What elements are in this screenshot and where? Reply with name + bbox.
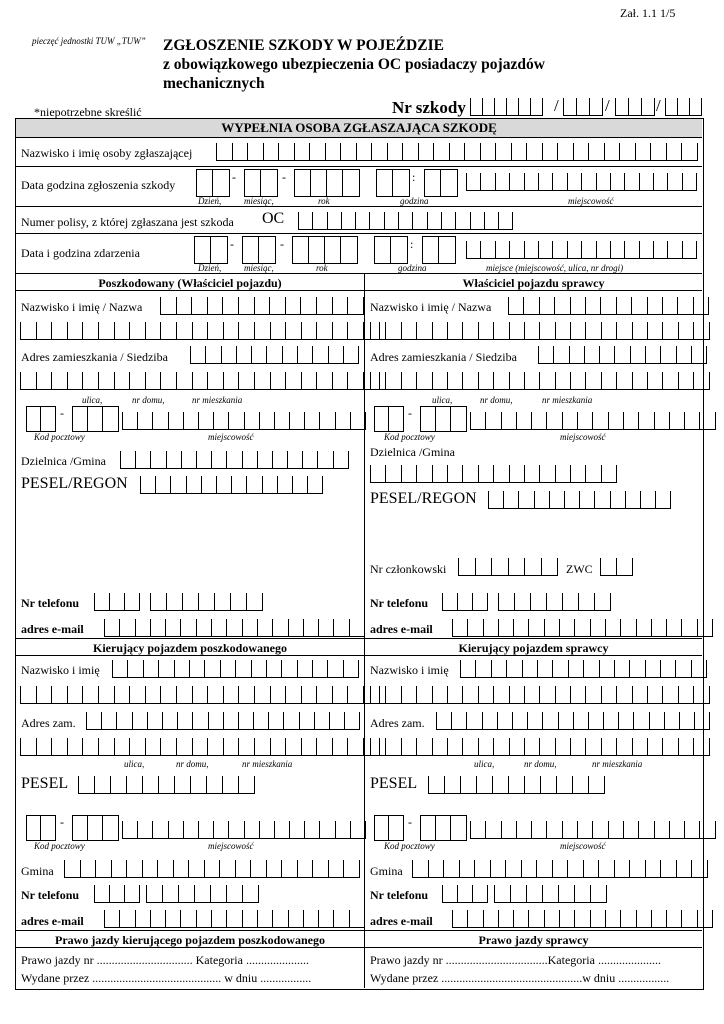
dash: - bbox=[60, 815, 64, 829]
injured-phone-prefix[interactable] bbox=[94, 593, 140, 611]
dash: - bbox=[408, 815, 412, 829]
caption-hour: godzina bbox=[400, 196, 429, 206]
claim-number-part-1[interactable] bbox=[470, 98, 543, 116]
perp-driver-postcode-1[interactable] bbox=[374, 815, 404, 841]
injured-district-label: Dzielnica /Gmina bbox=[21, 454, 106, 468]
event-year-input[interactable] bbox=[292, 236, 358, 264]
injured-driver-email-label: adres e-mail bbox=[21, 914, 84, 928]
perp-driver-pesel-label: PESEL bbox=[370, 775, 418, 792]
perp-name-label: Nazwisko i imię / Nazwa bbox=[370, 300, 492, 314]
caption-postcode: Kod pocztowy bbox=[34, 841, 85, 851]
dash: - bbox=[282, 170, 286, 184]
perp-driver-commune[interactable] bbox=[412, 860, 708, 878]
injured-district-input[interactable] bbox=[120, 451, 349, 469]
caption-event-place: miejsce (miejscowość, ulica, nr drogi) bbox=[486, 263, 624, 273]
injured-driver-name-label: Nazwisko i imię bbox=[21, 663, 100, 677]
perp-pesel-label: PESEL/REGON bbox=[370, 490, 477, 507]
perp-address-input-1[interactable] bbox=[538, 346, 707, 364]
injured-driver-email[interactable] bbox=[104, 910, 365, 928]
event-minute-input[interactable] bbox=[422, 236, 456, 264]
report-year-input[interactable] bbox=[294, 169, 360, 197]
event-date-label: Data i godzina zdarzenia bbox=[21, 246, 140, 260]
perp-address-input-2[interactable] bbox=[370, 372, 710, 390]
caption-flat: nr mieszkania bbox=[542, 395, 593, 405]
caption-house: nr domu, bbox=[480, 395, 513, 405]
injured-driver-phone-label: Nr telefonu bbox=[21, 888, 80, 902]
report-hour-input[interactable] bbox=[376, 169, 410, 197]
caption-postcode: Kod pocztowy bbox=[34, 432, 85, 442]
caption-month: miesiąc, bbox=[244, 196, 274, 206]
injured-name-label: Nazwisko i imię / Nazwa bbox=[21, 300, 143, 314]
caption-postcode: Kod pocztowy bbox=[384, 432, 435, 442]
policy-number-input[interactable] bbox=[298, 212, 513, 230]
perp-driver-phone-prefix[interactable] bbox=[442, 885, 488, 903]
perp-phone-label: Nr telefonu bbox=[370, 596, 429, 610]
injured-driver-name-1[interactable] bbox=[112, 660, 359, 678]
injured-phone-number[interactable] bbox=[150, 593, 263, 611]
report-place-input[interactable] bbox=[466, 173, 697, 191]
caption-house: nr domu, bbox=[132, 395, 165, 405]
attachment-label: Zał. 1.1 1/5 bbox=[620, 6, 676, 20]
report-month-input[interactable] bbox=[244, 169, 278, 197]
perp-pesel-input[interactable] bbox=[488, 491, 671, 509]
injured-postcode-2[interactable] bbox=[72, 406, 119, 432]
caption-street: ulica, bbox=[82, 395, 103, 405]
caption-place: miejscowość bbox=[568, 196, 614, 206]
injured-driver-commune-label: Gmina bbox=[21, 864, 54, 878]
injured-driver-phone-prefix[interactable] bbox=[94, 885, 140, 903]
caption-house: nr domu, bbox=[176, 759, 209, 769]
perp-driver-name-1[interactable] bbox=[460, 660, 707, 678]
injured-email-label: adres e-mail bbox=[21, 622, 84, 636]
title-line-1: ZGŁOSZENIE SZKODY W POJEŹDZIE bbox=[163, 37, 444, 54]
injured-name-input-1[interactable] bbox=[160, 297, 364, 315]
caption-house: nr domu, bbox=[524, 759, 557, 769]
event-day-input[interactable] bbox=[194, 236, 228, 264]
license-injured-line-1[interactable]: Prawo jazdy nr ................................ Kategoria ..................... bbox=[21, 953, 309, 967]
perp-driver-city[interactable] bbox=[470, 821, 716, 839]
footnote: *niepotrzebne skreślić bbox=[34, 105, 142, 119]
perp-postcode-1[interactable] bbox=[374, 406, 404, 432]
injured-phone-label: Nr telefonu bbox=[21, 596, 80, 610]
event-month-input[interactable] bbox=[242, 236, 276, 264]
caption-street: ulica, bbox=[474, 759, 495, 769]
perp-driver-email[interactable] bbox=[452, 910, 713, 928]
dash: - bbox=[230, 237, 234, 251]
claim-number-label: Nr szkody bbox=[392, 98, 466, 117]
caption-month: miesiąc, bbox=[244, 263, 274, 273]
perp-phone-number[interactable] bbox=[498, 593, 611, 611]
license-injured-title: Prawo jazdy kierującego pojazdem poszkodowanego bbox=[55, 933, 325, 947]
caption-day: Dzień, bbox=[198, 263, 222, 273]
injured-name-input-2[interactable] bbox=[20, 322, 380, 340]
caption-city: miejscowość bbox=[208, 432, 254, 442]
perp-driver-postcode-2[interactable] bbox=[420, 815, 467, 841]
caption-hour: godzina bbox=[398, 263, 427, 273]
perp-zwc-label: ZWC bbox=[566, 562, 593, 576]
reporter-name-label: Nazwisko i imię osoby zgłaszającej bbox=[21, 146, 193, 160]
perp-driver-name-label: Nazwisko i imię bbox=[370, 663, 449, 677]
injured-driver-address-2[interactable] bbox=[20, 738, 380, 756]
report-day-input[interactable] bbox=[196, 169, 230, 197]
event-place-input[interactable] bbox=[466, 241, 697, 259]
dash: - bbox=[280, 237, 284, 251]
perp-city-input[interactable] bbox=[470, 412, 716, 430]
colon: : bbox=[410, 237, 414, 251]
injured-driver-pesel-input[interactable] bbox=[78, 776, 255, 794]
injured-email-input[interactable] bbox=[104, 619, 365, 637]
injured-address-input-2[interactable] bbox=[20, 372, 380, 390]
title-line-3: mechanicznych bbox=[163, 75, 265, 92]
perp-driver-pesel-input[interactable] bbox=[428, 776, 605, 794]
dash: - bbox=[232, 170, 236, 184]
perp-postcode-2[interactable] bbox=[420, 406, 467, 432]
colon: : bbox=[412, 170, 416, 184]
injured-postcode-1[interactable] bbox=[26, 406, 56, 432]
perp-name-input-2[interactable] bbox=[370, 322, 710, 340]
claim-number-part-3[interactable] bbox=[615, 98, 655, 116]
perp-address-label: Adres zamieszkania / Siedziba bbox=[370, 350, 517, 364]
caption-city: miejscowość bbox=[560, 432, 606, 442]
claim-number-part-2[interactable] bbox=[563, 98, 603, 116]
caption-city: miejscowość bbox=[208, 841, 254, 851]
form-title bbox=[163, 36, 545, 93]
caption-day: Dzień, bbox=[198, 196, 222, 206]
perp-member-label: Nr członkowski bbox=[370, 562, 447, 576]
caption-flat: nr mieszkania bbox=[592, 759, 643, 769]
perp-email-label: adres e-mail bbox=[370, 622, 433, 636]
perp-member-input[interactable] bbox=[458, 558, 558, 576]
policy-prefix: OC bbox=[262, 210, 285, 227]
injured-address-input-1[interactable] bbox=[190, 346, 359, 364]
perp-email-input[interactable] bbox=[452, 619, 713, 637]
perp-driver-address-label: Adres zam. bbox=[370, 716, 425, 730]
caption-postcode: Kod pocztowy bbox=[384, 841, 435, 851]
injured-driver-phone[interactable] bbox=[146, 885, 259, 903]
injured-city-input[interactable] bbox=[122, 412, 366, 430]
injured-driver-postcode-1[interactable] bbox=[26, 815, 56, 841]
injured-driver-name-2[interactable] bbox=[20, 686, 380, 704]
license-injured-line-2[interactable]: Wydane przez ........................................... w dniu ................. bbox=[21, 971, 312, 985]
injured-driver-title: Kierujący pojazdem poszkodowanego bbox=[93, 641, 287, 655]
reporter-name-input[interactable] bbox=[216, 143, 698, 161]
caption-year: rok bbox=[316, 263, 328, 273]
injured-pesel-label: PESEL/REGON bbox=[21, 475, 128, 492]
license-perp-line-1[interactable]: Prawo jazdy nr ..................................Kategoria ..................... bbox=[370, 953, 661, 967]
title-line-2: z obowiązkowego ubezpieczenia OC posiadaczy pojazdów bbox=[163, 56, 545, 73]
report-date-label: Data godzina zgłoszenia szkody bbox=[21, 178, 176, 192]
caption-city: miejscowość bbox=[560, 841, 606, 851]
report-minute-input[interactable] bbox=[424, 169, 458, 197]
caption-flat: nr mieszkania bbox=[192, 395, 243, 405]
caption-flat: nr mieszkania bbox=[242, 759, 293, 769]
injured-driver-pesel-label: PESEL bbox=[21, 775, 69, 792]
perp-driver-phone[interactable] bbox=[494, 885, 607, 903]
perp-driver-name-2[interactable] bbox=[370, 686, 710, 704]
injured-driver-city[interactable] bbox=[122, 821, 366, 839]
caption-year: rok bbox=[318, 196, 330, 206]
perp-driver-address-2[interactable] bbox=[370, 738, 710, 756]
perp-driver-address-1[interactable] bbox=[436, 712, 710, 730]
claim-number-part-4[interactable] bbox=[665, 98, 702, 116]
injured-owner-title: Poszkodowany (Właściciel pojazdu) bbox=[98, 276, 282, 290]
injured-driver-commune[interactable] bbox=[64, 860, 360, 878]
injured-driver-postcode-2[interactable] bbox=[72, 815, 119, 841]
license-perp-title: Prawo jazdy sprawcy bbox=[478, 933, 589, 947]
caption-street: ulica, bbox=[124, 759, 145, 769]
license-perp-line-2[interactable]: Wydane przez ...............................................w dniu ................. bbox=[370, 971, 670, 985]
perp-district-input[interactable] bbox=[370, 465, 617, 483]
injured-driver-address-label: Adres zam. bbox=[21, 716, 76, 730]
claim-sep-3: / bbox=[656, 96, 661, 115]
caption-street: ulica, bbox=[432, 395, 453, 405]
perp-zwc-input[interactable] bbox=[600, 558, 633, 576]
reporter-section-title: WYPEŁNIA OSOBA ZGŁASZAJĄCA SZKODĘ bbox=[221, 120, 497, 135]
dash: - bbox=[408, 406, 412, 420]
injured-driver-address-1[interactable] bbox=[86, 712, 360, 730]
perpetrator-owner-title: Właściciel pojazdu sprawcy bbox=[462, 276, 605, 290]
claim-sep-2: / bbox=[605, 96, 610, 115]
perp-name-input-1[interactable] bbox=[508, 297, 709, 315]
claim-sep-1: / bbox=[554, 96, 559, 115]
perp-driver-phone-label: Nr telefonu bbox=[370, 888, 429, 902]
perp-driver-title: Kierujący pojazdem sprawcy bbox=[458, 641, 609, 655]
perp-phone-prefix[interactable] bbox=[442, 593, 488, 611]
policy-label: Numer polisy, z której zgłaszana jest szkoda bbox=[21, 215, 234, 229]
injured-address-label: Adres zamieszkania / Siedziba bbox=[21, 350, 168, 364]
perp-district-label: Dzielnica /Gmina bbox=[370, 445, 455, 459]
stamp-label: pieczęć jednostki TUW „TUW” bbox=[32, 36, 146, 46]
event-hour-input[interactable] bbox=[374, 236, 408, 264]
dash: - bbox=[60, 406, 64, 420]
perp-driver-commune-label: Gmina bbox=[370, 864, 403, 878]
perp-driver-email-label: adres e-mail bbox=[370, 914, 433, 928]
injured-pesel-input[interactable] bbox=[140, 476, 323, 494]
